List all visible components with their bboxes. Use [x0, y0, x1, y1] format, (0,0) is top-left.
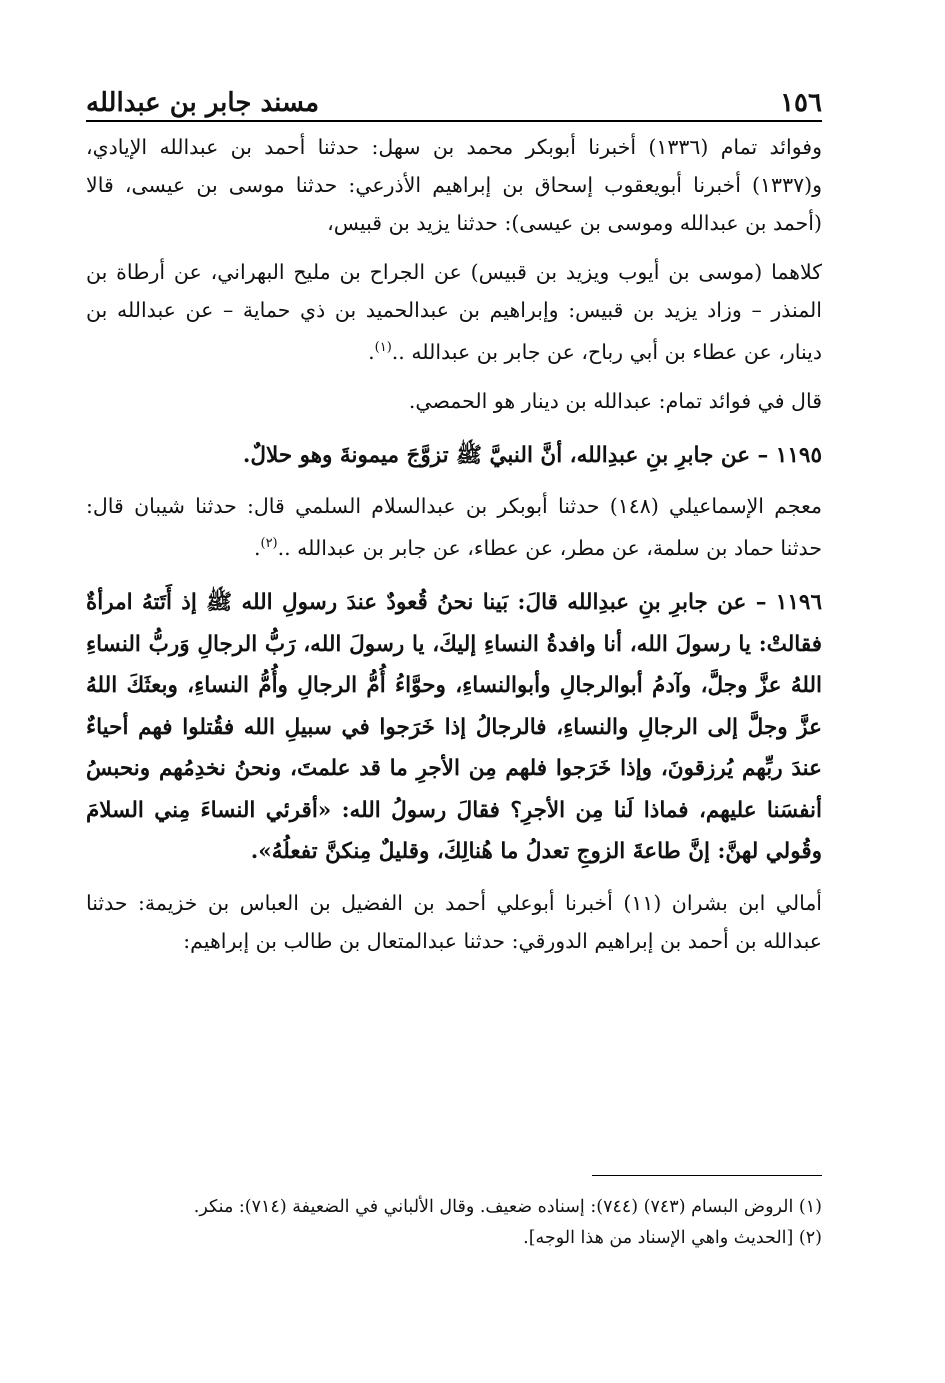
paragraph-sources-2-text: كلاهما (موسى بن أيوب ويزيد بن قبيس) عن الجراح بن مليح البهراني، عن أرطاة بن المنذر – وزاد يزيد بن قبيس: وإبراهيم بن عبدالحميد بن ذي حماية – عن عبدالله بن دينار، عن عطاء بن أبي رباح، عن جابر بن عبدالله ..	[86, 260, 822, 364]
paragraph-sources-2: كلاهما (موسى بن أيوب ويزيد بن قبيس) عن الجراح بن مليح البهراني، عن أرطاة بن المنذر – وزاد يزيد بن قبيس: وإبراهيم بن عبدالحميد بن ذي حماية – عن عبدالله بن دينار، عن عطاء بن أبي رباح، عن جابر بن عبدالله ..$^{(١)}$.	[86, 260, 822, 364]
running-title: مسند جابر بن عبدالله	[86, 88, 320, 118]
paragraph-sources-3: معجم الإسماعيلي (١٤٨) حدثنا أبوبكر بن عبدالسلام السلمي قال: حدثنا شيبان قال: حدثنا حماد بن سلمة، عن مطر، عن عطاء، عن جابر بن عبدالله ..$^{(٢)}$.	[86, 494, 822, 561]
page	[86, 78, 822, 1248]
footnote-ref-1: (١)	[374, 340, 392, 355]
hadith-1196: ١١٩٦ – عن جابرِ بنِ عبدِالله قالَ: بَينا نحنُ قُعودٌ عندَ رسولِ الله ﷺ إذ أَتَتهُ امرأةٌ فقالتْ: يا رسولَ الله، أنا وافدةُ النساءِ إليكَ، يا رسولَ الله، رَبُّ الرجالِ وَربُّ النساءِ اللهُ عزَّ وجلَّ، وآدمُ أبوالرجالِ وأبوالنساءِ، وحوَّاءُ أُمُّ الرجالِ وأُمُّ النساءِ، وبعثَكَ اللهُ عزَّ وجلَّ إلى الرجالِ والنساءِ، فالرجالُ إذا خَرَجوا في سبيلِ الله فقُتلوا فهم أحياءٌ عندَ ربِّهم يُرزقونَ، وإذا خَرَجوا فلهم مِن الأجرِ ما قد علمتَ، ونحنُ نخدِمُهم ونحبسُ أنفسَنا عليهم، فماذا لَنا مِن الأجرِ؟ فقالَ رسولُ الله: «أقرئي النساءَ مِني السلامَ وقُولي لهنَّ: إنَّ طاعةَ الزوجِ تعدلُ ما هُنالِكَ، وقليلٌ مِنكنَّ تفعلُهُ».	[86, 590, 822, 865]
footnote-1: (١) الروض البسام (٧٤٣) (٧٤٤): إسناده ضعيف. وقال الألباني في الضعيفة (٧١٤): منكر.	[193, 1197, 822, 1217]
hadith-1195: ١١٩٥ – عن جابرِ بنِ عبدِالله، أنَّ النبيَّ ﷺ تزوَّجَ ميمونةَ وهو حلالٌ.	[242, 442, 822, 468]
footnote-rule	[592, 1175, 822, 1176]
page-header	[86, 78, 822, 118]
page-number: ١٥٦	[780, 88, 822, 118]
header-rule	[86, 120, 822, 122]
footnotes	[86, 1192, 822, 1254]
paragraph-sources-4: أمالي ابن بشران (١١) أخبرنا أبوعلي أحمد بن الفضيل بن العباس بن خزيمة: حدثنا عبدالله بن أحمد بن إبراهيم الدورقي: حدثنا عبدالمتعال بن طالب بن إبراهيم:	[86, 890, 822, 953]
main-text	[86, 128, 822, 960]
paragraph-sources-3-text: معجم الإسماعيلي (١٤٨) حدثنا أبوبكر بن عبدالسلام السلمي قال: حدثنا شيبان قال: حدثنا حماد بن سلمة، عن مطر، عن عطاء، عن جابر بن عبدالله ..	[86, 494, 822, 561]
paragraph-note: قال في فوائد تمام: عبدالله بن دينار هو الحمصي.	[408, 388, 822, 413]
footnote-2: (٢) [الحديث واهي الإسناد من هذا الوجه].	[523, 1228, 822, 1248]
paragraph-sources-1: وفوائد تمام (١٣٣٦) أخبرنا أبوبكر محمد بن سهل: حدثنا أحمد بن عبدالله الإيادي، و(١٣٣٧) أخبرنا أبويعقوب إسحاق بن إبراهيم الأذرعي: حدثنا موسى بن عيسى، قالا (أحمد بن عبدالله وموسى بن عيسى): حدثنا يزيد بن قبيس،	[86, 135, 822, 235]
footnote-ref-2: (٢)	[260, 536, 278, 552]
